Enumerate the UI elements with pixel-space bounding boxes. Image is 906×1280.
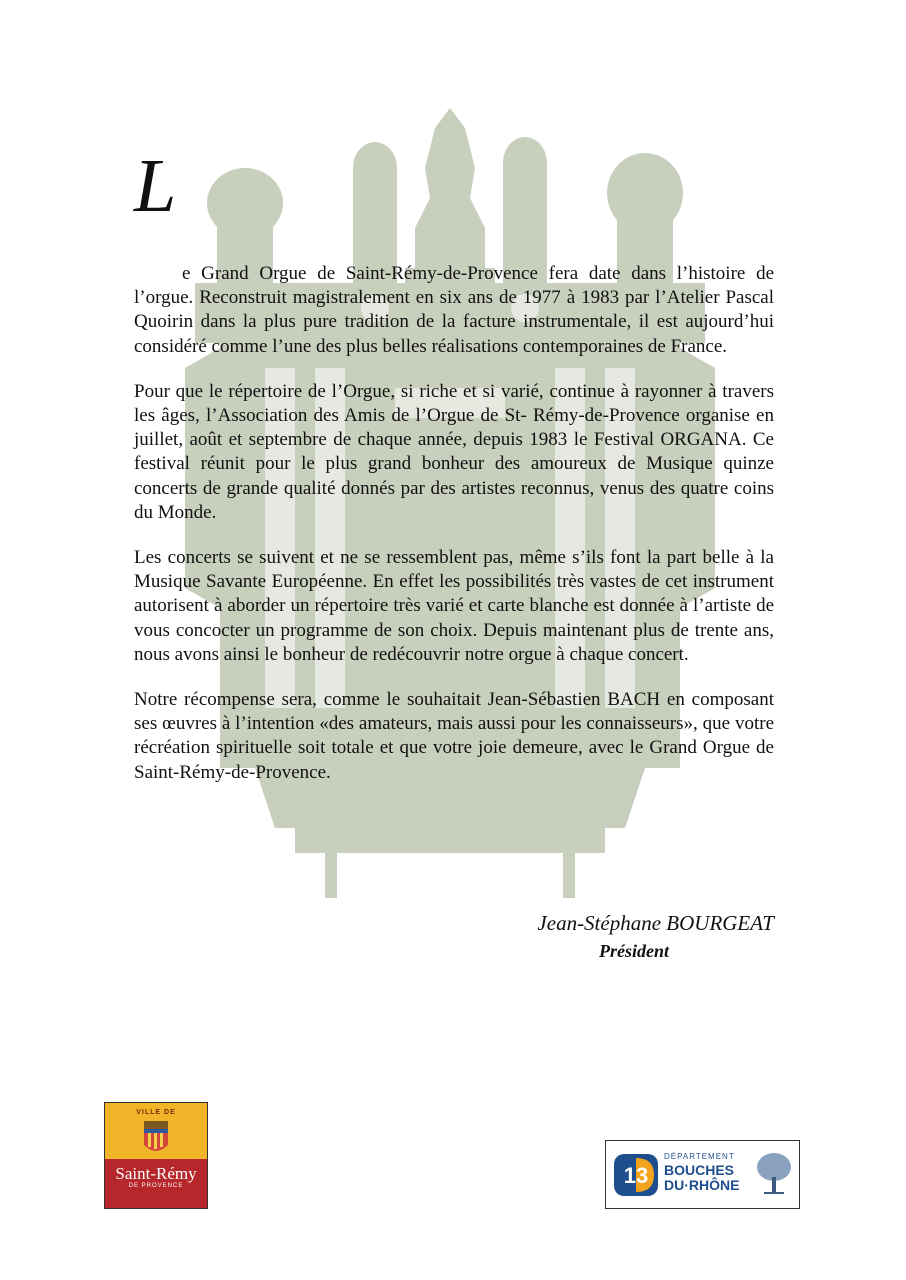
paragraph-4: Notre récompense sera, comme le souhaitait Jean-Sébastien BACH en composant ses œuvres à l’intention «des amateurs, mais aussi pour les connaisseurs», que votre récréation spirituelle soit totale et que votre joie demeure, avec le Grand Orgue de Saint-Rémy-de-Provence. [134,689,774,783]
bouches-du-rhone-logo [605,1140,800,1209]
paragraph-2: Pour que le répertoire de l’Orgue, si riche et si varié, continue à rayonner à travers les âges, l’Association des Amis de l’Orgue de St- Rémy-de-Provence organise en juillet, août et septembre de chaque année, depuis 1983 le Festival ORGANA. Ce festival réunit pour le plus grand bonheur des amoureux de Musique quinze concerts de grande qualité donnés par des artistes reconnus, venus des quatre coins du Monde. [134,380,774,523]
letter-body [134,262,774,806]
signatory-role: Président [599,941,669,961]
paragraph-1: e Grand Orgue de Saint-Rémy-de-Provence fera date dans l’histoire de l’orgue. Reconstruit magistralement en six ans de 1977 à 1983 par l’Atelier Pascal Quoirin dans la plus pure tradition de la facture instrumentale, il est aujourd’hui considéré comme l’une des plus belles réalisations contemporaines de France. [134,263,774,357]
logo-de-provence: DE PROVENCE [128,1183,184,1189]
logo-du-rhone: DU·RHÔNE [664,1177,740,1193]
logo-departement: DÉPARTEMENT [664,1152,735,1161]
paragraph-3: Les concerts se suivent et ne se ressemblent pas, même s’ils font la part belle à la Musique Savante Européenne. En effet les possibilités très vastes de cet instrument autorisent à aborder un répertoire très varié et carte blanche est donnée à l’artiste de vous concocter un programme de son choix. Depuis maintenant plus de trente ans, nous avons ainsi le bonheur de redécouvrir notre orgue à chaque concert. [134,547,774,665]
signature-block [537,908,774,964]
saint-remy-logo [104,1102,208,1209]
department-13-badge-icon [612,1152,660,1198]
logo-ville-de: VILLE DE [136,1109,176,1116]
logo-bouches: BOUCHES [664,1162,735,1178]
olive-tree-icon [754,1149,794,1199]
signatory-name: Jean-Stéphane BOURGEAT [537,911,774,935]
drop-cap-letter: L [134,144,177,228]
badge-number: 13 [623,1163,649,1188]
logo-city-name: Saint-Rémy [115,1164,197,1183]
coat-of-arms-icon [136,1119,176,1159]
